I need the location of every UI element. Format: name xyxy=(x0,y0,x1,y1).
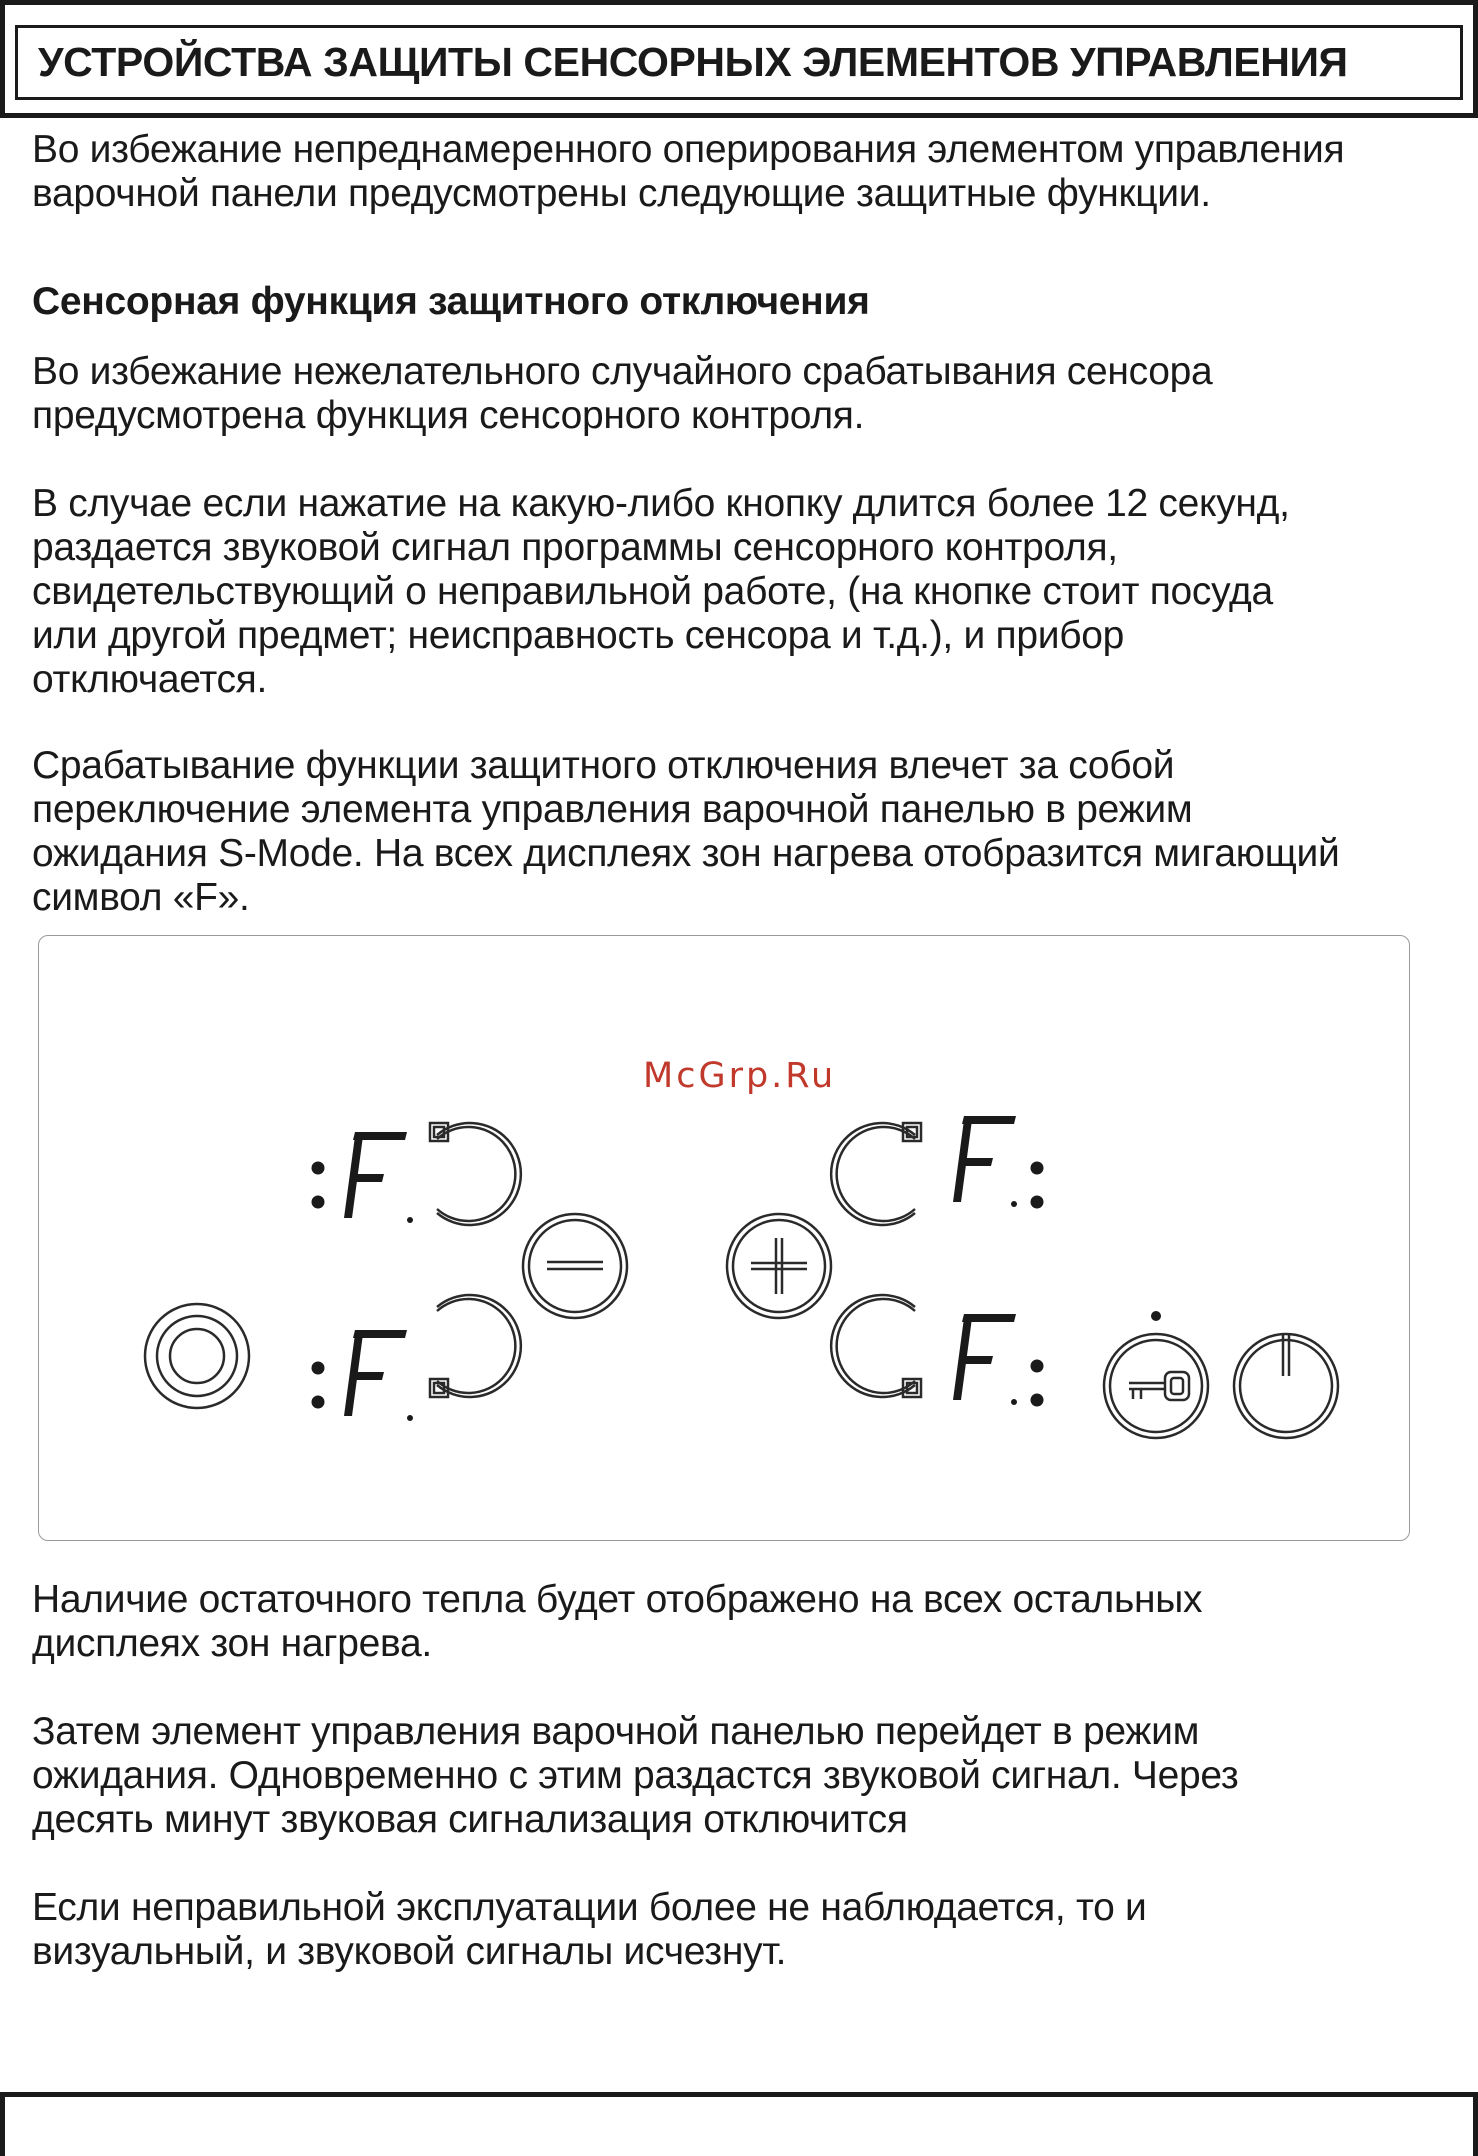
minus-icon xyxy=(523,1214,627,1318)
key-lock-icon xyxy=(1104,1334,1208,1438)
lock-indicator-dot xyxy=(1151,1311,1161,1321)
paragraph-5 xyxy=(32,1710,1472,1842)
section-heading: Сенсорная функция защитного отключения xyxy=(32,280,870,323)
zone-display-bottom-left xyxy=(312,1330,414,1421)
footer-frame xyxy=(0,2092,1478,2156)
zone-display-top-right xyxy=(953,1116,1044,1209)
power-icon xyxy=(1234,1334,1338,1438)
text-line: визуальный, и звуковой сигналы исчезнут. xyxy=(32,1930,787,1973)
dual-ring-icon xyxy=(145,1304,249,1408)
text-line: символ «F». xyxy=(32,876,250,919)
text-line: ожидания S-Mode. На всех дисплеях зон нагрева отобразится мигающий xyxy=(32,832,1340,875)
page-title: УСТРОЙСТВА ЗАЩИТЫ СЕНСОРНЫХ ЭЛЕМЕНТОВ УПРАВЛЕНИЯ xyxy=(38,39,1348,85)
intro-paragraph xyxy=(32,128,1472,216)
text-line: ожидания. Одновременно с этим раздастся звуковой сигнал. Через xyxy=(32,1754,1239,1797)
text-line: переключение элемента управления варочной панелью в режим xyxy=(32,788,1193,831)
paragraph-6 xyxy=(32,1886,1472,1974)
paragraph-4 xyxy=(32,1578,1472,1666)
text-line: В случае если нажатие на какую-либо кнопку длится более 12 секунд, xyxy=(32,482,1290,525)
control-panel-drawing xyxy=(39,936,1411,1542)
zone-ring-icon xyxy=(831,1295,921,1397)
zone-display-top-left xyxy=(312,1132,414,1223)
text-line: Во избежание нежелательного случайного срабатывания сенсора xyxy=(32,350,1213,393)
text-line: Наличие остаточного тепла будет отображено на всех остальных xyxy=(32,1578,1203,1621)
plus-icon xyxy=(727,1214,831,1318)
text-line: свидетельствующий о неправильной работе, (на кнопке стоит посуда xyxy=(32,570,1273,613)
zone-ring-icon xyxy=(831,1123,921,1225)
zone-ring-icon xyxy=(430,1123,521,1225)
paragraph-1 xyxy=(32,350,1472,438)
text-line: или другой предмет; неисправность сенсора и т.д.), и прибор xyxy=(32,614,1125,657)
paragraph-2 xyxy=(32,482,1472,702)
text-line: варочной панели предусмотрены следующие защитные функции. xyxy=(32,172,1211,215)
zone-display-bottom-right xyxy=(953,1314,1044,1407)
text-line: отключается. xyxy=(32,658,268,701)
zone-ring-icon xyxy=(430,1295,521,1397)
title-frame xyxy=(0,0,1478,118)
text-line: предусмотрена функция сенсорного контроля. xyxy=(32,394,865,437)
text-line: Затем элемент управления варочной панелью перейдет в режим xyxy=(32,1710,1200,1753)
text-line: Срабатывание функции защитного отключения влечет за собой xyxy=(32,744,1175,787)
watermark: McGrp.Ru xyxy=(643,1056,837,1096)
text-line: Во избежание непреднамеренного оперирования элементом управления xyxy=(32,128,1345,171)
text-line: дисплеях зон нагрева. xyxy=(32,1622,432,1665)
title-inner-frame xyxy=(15,25,1463,100)
text-line: десять минут звуковая сигнализация отключится xyxy=(32,1798,908,1841)
paragraph-3 xyxy=(32,744,1472,920)
control-panel-figure xyxy=(38,935,1410,1541)
text-line: раздается звуковой сигнал программы сенсорного контроля, xyxy=(32,526,1118,569)
text-line: Если неправильной эксплуатации более не наблюдается, то и xyxy=(32,1886,1147,1929)
